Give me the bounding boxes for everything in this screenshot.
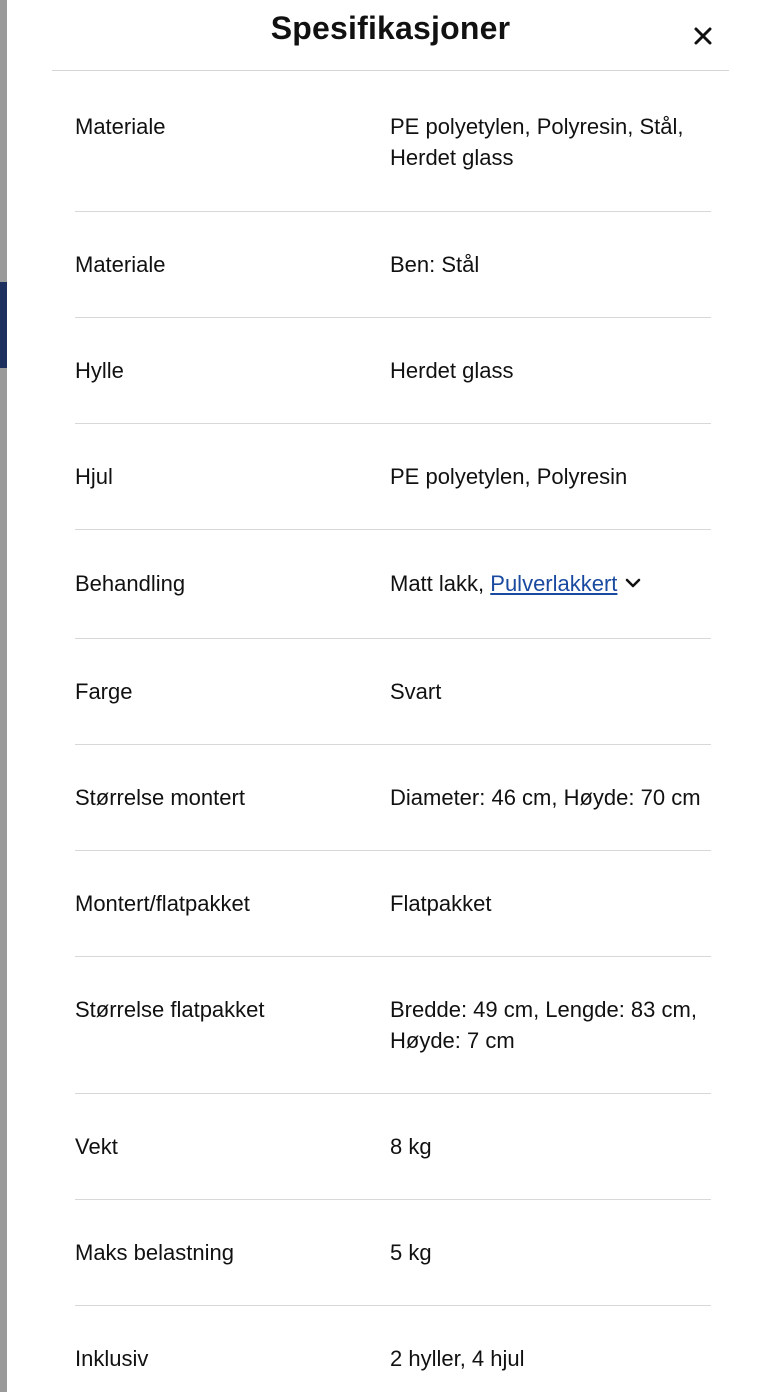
finish-link[interactable]: Pulverlakkert bbox=[490, 571, 618, 596]
spec-label: Farge bbox=[75, 679, 133, 704]
spec-value: PE polyetylen, Polyresin bbox=[390, 464, 628, 489]
specifications-dialog bbox=[7, 0, 775, 1392]
spec-row bbox=[75, 745, 711, 851]
chevron-down-icon[interactable] bbox=[625, 577, 641, 589]
spec-label: Hylle bbox=[75, 358, 124, 383]
spec-value: PE polyetylen, Polyresin, Stål, Herdet glass bbox=[390, 114, 684, 170]
spec-row bbox=[75, 1200, 711, 1306]
spec-value: 2 hyller, 4 hjul bbox=[390, 1346, 525, 1371]
spec-list bbox=[75, 71, 711, 1392]
spec-label: Montert/flatpakket bbox=[75, 891, 250, 916]
spec-row bbox=[75, 639, 711, 745]
dialog-title: Spesifikasjoner bbox=[270, 10, 511, 46]
underlying-page-edge bbox=[0, 0, 7, 1392]
spec-value: Diameter: 46 cm, Høyde: 70 cm bbox=[390, 785, 701, 810]
spec-label: Behandling bbox=[75, 571, 186, 596]
spec-row bbox=[75, 957, 711, 1094]
spec-value bbox=[390, 568, 711, 599]
spec-value: Herdet glass bbox=[390, 358, 514, 383]
spec-row bbox=[75, 71, 711, 212]
dialog-header bbox=[52, 0, 729, 71]
spec-label: Vekt bbox=[75, 1134, 118, 1159]
close-button[interactable] bbox=[689, 22, 717, 50]
spec-value: 5 kg bbox=[390, 1240, 432, 1265]
spec-label: Størrelse flatpakket bbox=[75, 997, 265, 1022]
finish-text: Matt lakk, bbox=[390, 571, 485, 596]
spec-label: Materiale bbox=[75, 114, 166, 139]
spec-row bbox=[75, 1306, 711, 1392]
spec-row bbox=[75, 530, 711, 639]
spec-label: Inklusiv bbox=[75, 1346, 149, 1371]
spec-value: Ben: Stål bbox=[390, 252, 480, 277]
spec-row bbox=[75, 318, 711, 424]
spec-label: Størrelse montert bbox=[75, 785, 245, 810]
spec-row bbox=[75, 1094, 711, 1200]
spec-row bbox=[75, 851, 711, 957]
close-icon bbox=[689, 22, 717, 50]
spec-value: Bredde: 49 cm, Lengde: 83 cm, Høyde: 7 cm bbox=[390, 997, 697, 1053]
spec-label: Maks belastning bbox=[75, 1240, 234, 1265]
underlying-page-accent bbox=[0, 282, 7, 368]
spec-value: Svart bbox=[390, 679, 442, 704]
spec-value: 8 kg bbox=[390, 1134, 432, 1159]
spec-label: Materiale bbox=[75, 252, 166, 277]
spec-label: Hjul bbox=[75, 464, 113, 489]
spec-row bbox=[75, 424, 711, 530]
spec-value: Flatpakket bbox=[390, 891, 492, 916]
spec-row bbox=[75, 212, 711, 318]
